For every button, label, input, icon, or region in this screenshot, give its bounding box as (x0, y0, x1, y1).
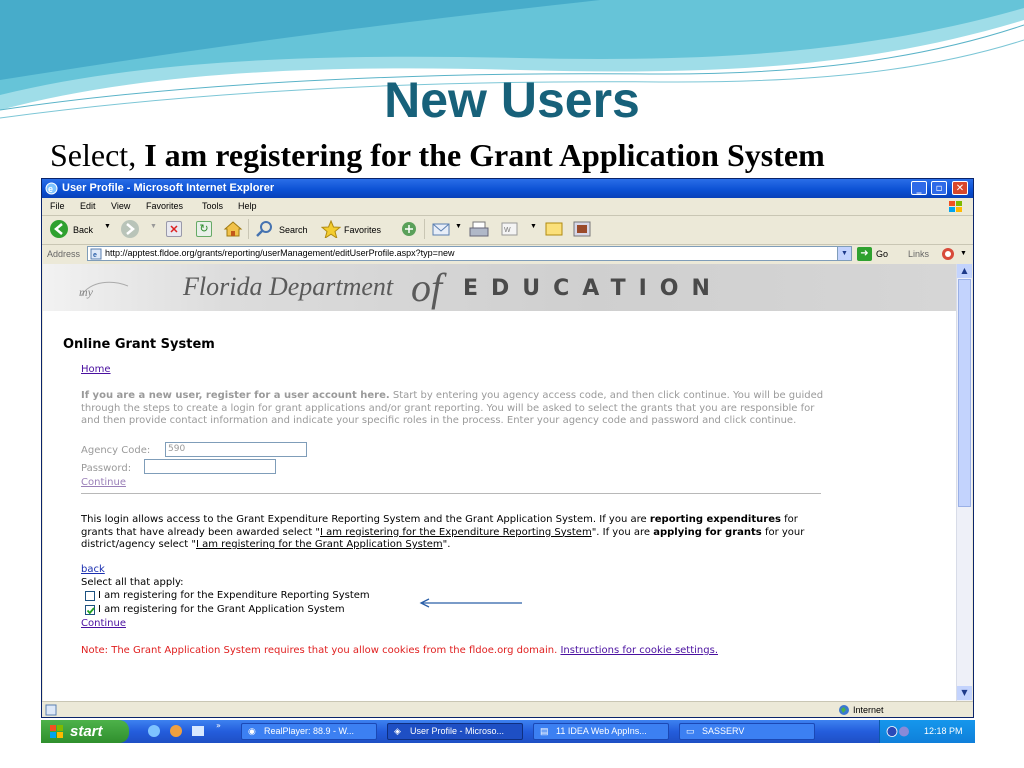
subtitle-prefix: Select, (50, 137, 137, 173)
print-icon[interactable] (468, 220, 490, 238)
go-button[interactable]: Go (876, 249, 889, 259)
minimize-button[interactable]: _ (911, 181, 927, 195)
agency-code-input[interactable]: 590 (165, 442, 307, 457)
clock: 12:18 PM (924, 726, 963, 736)
refresh-icon[interactable]: ↻ (196, 221, 212, 237)
continue-link-1[interactable]: Continue (81, 477, 126, 488)
info-bold-2: applying for grants (653, 526, 762, 538)
svg-text:W: W (504, 227, 511, 234)
password-input[interactable] (144, 459, 276, 474)
discuss-icon[interactable] (544, 220, 564, 238)
favorites-star-icon[interactable] (321, 220, 341, 238)
intro-paragraph (81, 390, 826, 428)
menu-help[interactable]: Help (238, 201, 257, 211)
ie-task-icon: ◈ (394, 726, 401, 736)
select-all-label: Select all that apply: (81, 577, 184, 588)
checkmark-icon (86, 606, 96, 616)
menu-favorites[interactable]: Favorites (146, 201, 184, 211)
folder-task-icon: ▭ (686, 726, 695, 736)
address-bar (42, 245, 973, 263)
task-realplayer-label: RealPlayer: 88.9 - W... (264, 726, 355, 736)
menu-view[interactable]: View (111, 201, 131, 211)
divider (81, 493, 821, 494)
banner-of: of (411, 265, 443, 310)
ie-icon (45, 182, 58, 195)
maximize-button[interactable]: ▫ (931, 181, 947, 195)
start-label: start (70, 723, 103, 740)
menu-bar (42, 198, 973, 216)
taskbar (41, 720, 974, 743)
task-idea-web[interactable] (533, 723, 669, 740)
info-text-1: This login allows access to the Grant Expenditure Reporting System and the Grant Application System. If you are (81, 514, 647, 525)
myfloridia-logo-icon (73, 276, 133, 300)
status-bar (42, 701, 973, 718)
slide-title: New Users (384, 72, 640, 128)
slide-subtitle (50, 137, 825, 173)
go-arrow-icon[interactable]: ➜ (857, 247, 872, 261)
ie-quicklaunch-icon[interactable] (147, 724, 161, 738)
search-icon[interactable] (255, 220, 275, 238)
intro-bold: If you are a new user, register for a user account here. (81, 390, 390, 401)
address-label: Address (47, 249, 81, 259)
edit-icon[interactable] (500, 221, 520, 237)
subtitle-bold: I am registering for the Grant Application System (144, 137, 825, 173)
info-text-3: ". If you are (591, 526, 651, 538)
vertical-scrollbar[interactable] (956, 264, 972, 701)
status-page-icon (45, 704, 57, 716)
home-icon[interactable] (223, 220, 243, 238)
menu-file[interactable]: File (50, 201, 65, 211)
task-sasserv-label: SASSERV (702, 726, 745, 736)
windows-flag-icon (947, 199, 965, 214)
info-bold-1: reporting expenditures (649, 514, 781, 525)
windows-logo-icon (49, 724, 65, 739)
outlook-quicklaunch-icon[interactable] (169, 724, 183, 738)
info-text-2: for grants that have already been awarded select " (81, 514, 798, 538)
task-idea-web-label: 11 IDEA Web AppIns... (556, 726, 647, 736)
favorites-button-label[interactable]: Favorites (344, 225, 382, 235)
info-paragraph (81, 514, 826, 552)
start-button[interactable] (41, 720, 129, 743)
password-label: Password: (81, 463, 132, 474)
stop-icon[interactable]: ✕ (166, 221, 182, 237)
scroll-thumb[interactable] (958, 279, 971, 507)
page-content (43, 264, 956, 701)
mail-dropdown-icon[interactable]: ▼ (455, 223, 462, 230)
task-realplayer[interactable] (241, 723, 377, 740)
window-titlebar (42, 179, 973, 198)
info-link-application[interactable]: I am registering for the Grant Application System (196, 539, 443, 550)
document-task-icon: ▤ (540, 726, 549, 736)
address-dropdown-icon[interactable]: ▼ (837, 247, 851, 260)
realplayer-icon: ◉ (248, 726, 256, 736)
menu-edit[interactable]: Edit (80, 201, 96, 211)
system-tray (879, 720, 975, 743)
home-link[interactable]: Home (81, 364, 111, 375)
internet-globe-icon (838, 704, 850, 716)
page-heading: Online Grant System (63, 337, 215, 352)
window-title: User Profile - Microsoft Internet Explorer (62, 182, 275, 194)
back-dropdown-icon[interactable]: ▼ (104, 223, 111, 230)
banner-florida: Florida Department (183, 272, 394, 301)
svg-text:e: e (93, 252, 97, 259)
info-text-4: for your district/agency select " (81, 526, 805, 550)
toolbar-extra-icon[interactable] (941, 247, 955, 261)
application-option-label[interactable]: I am registering for the Grant Application System (98, 604, 345, 615)
links-label[interactable]: Links (908, 249, 930, 259)
task-user-profile-label: User Profile - Microso... (410, 726, 505, 736)
application-checkbox[interactable] (85, 605, 95, 615)
scroll-up-icon[interactable]: ▲ (957, 264, 972, 278)
forward-dropdown-icon[interactable]: ▼ (150, 223, 157, 230)
media-icon[interactable] (399, 220, 419, 238)
svg-text:e: e (48, 184, 54, 194)
status-zone: Internet (853, 705, 884, 715)
mail-icon[interactable] (432, 221, 452, 237)
task-sasserv[interactable] (679, 723, 815, 740)
task-user-profile[interactable] (387, 723, 523, 740)
edit-dropdown-icon[interactable]: ▼ (530, 223, 537, 230)
close-button[interactable]: ✕ (952, 181, 968, 195)
quicklaunch-more-icon[interactable]: » (216, 721, 221, 730)
back-button-label[interactable]: Back (73, 225, 94, 235)
desktop-quicklaunch-icon[interactable] (191, 724, 205, 738)
messenger-icon[interactable] (571, 219, 593, 239)
extra-dropdown-icon[interactable]: ▼ (960, 250, 967, 257)
banner-education: EDUCATION (463, 276, 723, 301)
expenditure-checkbox[interactable] (85, 591, 95, 601)
info-text-5: ". (442, 539, 451, 550)
continue-link-2[interactable]: Continue (81, 618, 126, 629)
fldoe-banner (43, 264, 956, 311)
back-arrow-icon[interactable] (50, 220, 68, 238)
back-link[interactable]: back (81, 564, 105, 575)
info-link-expenditure[interactable]: I am registering for the Expenditure Reporting System (320, 526, 592, 538)
browser-window (41, 178, 974, 718)
pointer-arrow-icon (418, 598, 528, 608)
page-icon (90, 248, 102, 260)
cookie-note (81, 645, 718, 656)
menu-tools[interactable]: Tools (202, 201, 224, 211)
tray-icons[interactable] (886, 725, 916, 738)
search-button-label[interactable]: Search (279, 225, 308, 235)
cookie-instructions-link[interactable]: Instructions for cookie settings. (560, 645, 718, 656)
banner-my: my (79, 285, 93, 299)
cookie-note-text: Note: The Grant Application System requires that you allow cookies from the fldoe.org domain. (81, 645, 558, 656)
intro-text: Start by entering you agency access code, and then click continue. You will be guided through the steps to create a login for grant applications and/or grant reporting. You will be asked to select the grants that you are responsible for and then provide contact information and indicate your specific roles in the process. Enter your agency code and password and click continue. (81, 390, 824, 426)
toolbar (42, 216, 973, 245)
address-url: http://apptest.fldoe.org/grants/reporting/userManagement/editUserProfile.aspx?typ=new (105, 248, 455, 258)
address-input[interactable] (87, 246, 852, 261)
forward-arrow-icon[interactable] (121, 220, 139, 238)
scroll-down-icon[interactable]: ▼ (957, 686, 972, 700)
expenditure-option-label[interactable]: I am registering for the Expenditure Reporting System (98, 590, 370, 601)
agency-code-label: Agency Code: (81, 445, 151, 456)
